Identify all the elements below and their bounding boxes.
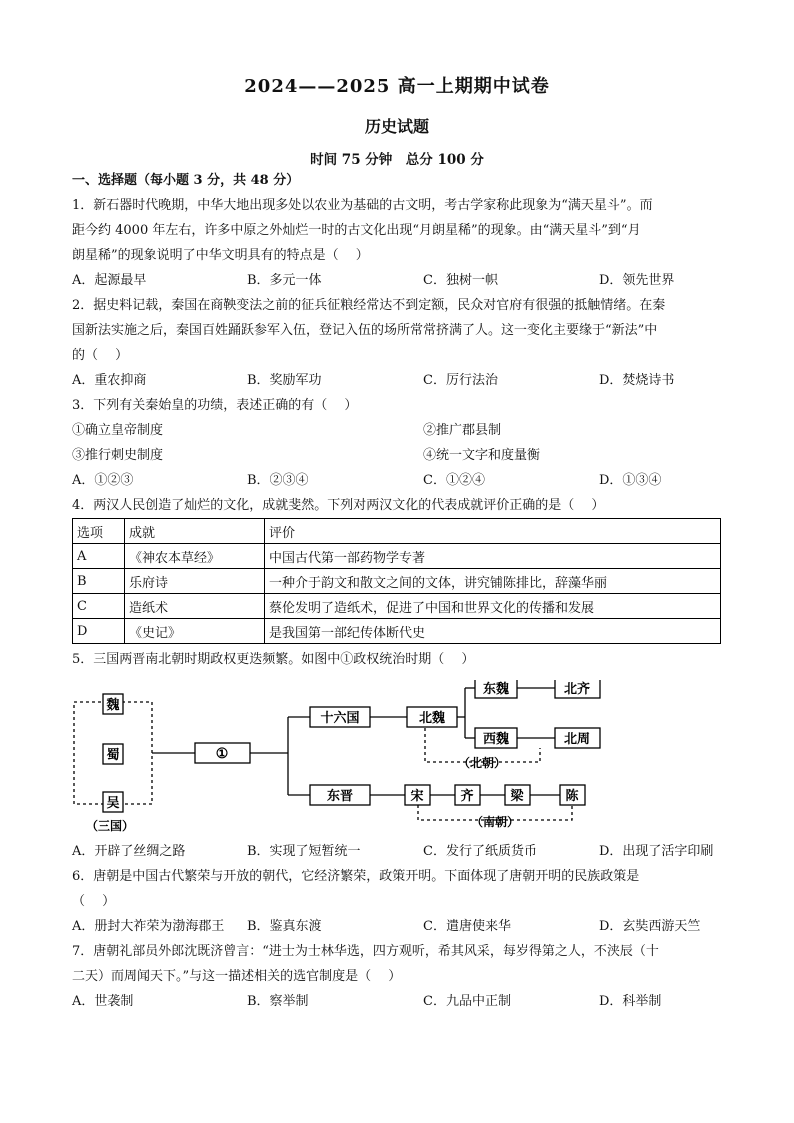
q2-line-1: 2．据史料记载，秦国在商鞅变法之前的征兵征粮经常达不到定额，民众对官府有很强的抵触情绪。在秦 [72,298,666,313]
chen-label: 陈 [565,789,579,804]
q5-stem: 5．三国两晋南北朝时期政权更迭频繁。如图中①政权统治时期（ ） [72,652,475,667]
exam-title: 2024——2025 高一上期期中试卷 [244,76,550,97]
q3-option-a: A．①②③ [72,473,134,488]
q7-option-d: D．科举制 [599,994,662,1009]
table-cell: 蔡伦发明了造纸术，促进了中国和世界文化的传播和发展 [265,594,721,619]
wei-label: 魏 [106,698,120,713]
song-label: 宋 [410,789,424,804]
dongjin-label: 东晋 [326,789,354,804]
q4-stem: 4．两汉人民创造了灿烂的文化，成就斐然。下列对两汉文化的代表成就评价正确的是（ ） [72,498,605,513]
dynasty-diagram [70,680,730,835]
q3-option-d: D．①③④ [599,473,662,488]
q3-option-c: C．①②④ [423,473,485,488]
table-row [73,544,721,569]
q1-line-3: 朗星稀”的现象说明了中华文明具有的特点是（ ） [72,248,369,263]
q6-option-c: C．遣唐使来华 [423,919,511,934]
q2-option-c: C．厉行法治 [423,373,498,388]
table-header-row [73,519,721,544]
table-row [73,594,721,619]
q4-table [72,518,721,644]
table-cell: 造纸术 [125,594,265,619]
sanguo-label: （三国） [85,819,135,833]
q7-option-b: B．察举制 [247,994,309,1009]
beichao-label: （北朝） [457,756,507,770]
q6-line-1: 6．唐朝是中国古代繁荣与开放的朝代，它经济繁荣，政策开明。下面体现了唐朝开明的民族政策是 [72,869,640,884]
table-cell: B [73,569,125,594]
q7-line-2: 二天）而周闻天下。”与这一描述相关的选官制度是（ ） [72,969,402,984]
q6-line-2: （ ） [72,894,116,909]
table-cell: D [73,619,125,644]
table-cell: 《神农本草经》 [125,544,265,569]
q3-option-b: B．②③④ [247,473,309,488]
table-cell: C [73,594,125,619]
q1-option-a: A．起源最早 [72,273,147,288]
q5-option-d: D．出现了活字印刷 [599,844,714,859]
table-header-achievement: 成就 [125,519,265,544]
q1-option-c: C．独树一帜 [423,273,498,288]
exam-meta: 时间 75 分钟 总分 100 分 [310,152,484,168]
q2-option-d: D．焚烧诗书 [599,373,675,388]
q5-option-b: B．实现了短暂统一 [247,844,361,859]
section-heading: 一、选择题（每小题 3 分，共 48 分） [72,173,300,188]
shiliuguo-label: 十六国 [320,711,360,726]
table-cell: 中国古代第一部药物学专著 [265,544,721,569]
q1-option-b: B．多元一体 [247,273,322,288]
q2-option-b: B．奖励军功 [247,373,322,388]
q5-option-a: A．开辟了丝绸之路 [72,844,186,859]
subject-title: 历史试题 [364,117,429,136]
q5-option-c: C．发行了纸质货币 [423,844,537,859]
q3-item-4: ④统一文字和度量衡 [423,448,541,463]
shu-label: 蜀 [106,748,120,763]
table-header-evaluation: 评价 [265,519,721,544]
table-row [73,569,721,594]
table-cell: 一种介于韵文和散文之间的文体，讲究铺陈排比，辞藻华丽 [265,569,721,594]
q6-option-d: D．玄奘西游天竺 [599,919,701,934]
liang-label: 梁 [510,789,524,804]
q1-line-2: 距今约 4000 年左右，许多中原之外灿烂一时的古文化出现“月朗星稀”的现象。由“满天星斗”到“月 [72,223,641,238]
q6-option-b: B．鉴真东渡 [247,919,322,934]
q6-option-a: A．册封大祚荣为渤海郡王 [72,919,225,934]
q2-line-2: 国新法实施之后，秦国百姓踊跃参军入伍，登记入伍的场所常常挤满了人。这一变化主要缘于“新法”中 [72,323,658,338]
table-cell: A [73,544,125,569]
q3-stem: 3．下列有关秦始皇的功绩，表述正确的有（ ） [72,398,358,413]
table-header-option: 选项 [73,519,125,544]
q3-item-3: ③推行刺史制度 [72,448,164,463]
q3-item-1: ①确立皇帝制度 [72,423,164,438]
table-cell: 乐府诗 [125,569,265,594]
q7-option-c: C．九品中正制 [423,994,511,1009]
regime-1-label: ① [215,746,229,762]
wu-label: 吴 [106,796,120,811]
beiwei-label: 北魏 [418,711,446,726]
xiwei-label: 西魏 [482,732,510,747]
q7-line-1: 7．唐朝礼部员外郎沈既济曾言：“进士为士林华选，四方观听，希其风采，每岁得第之人，不浃辰（十 [72,944,659,959]
table-cell: 是我国第一部纪传体断代史 [265,619,721,644]
dongwei-label: 东魏 [482,682,510,697]
qi-label: 齐 [460,789,474,804]
table-row [73,619,721,644]
q1-option-d: D．领先世界 [599,273,675,288]
q2-line-3: 的（ ） [72,348,129,363]
q7-option-a: A．世袭制 [72,994,134,1009]
q1-line-1: 1．新石器时代晚期，中华大地出现多处以农业为基础的古文明，考古学家称此现象为“满天星斗”。而 [72,198,653,213]
beizhou-label: 北周 [563,732,591,747]
table-cell: 《史记》 [125,619,265,644]
q3-item-2: ②推广郡县制 [423,423,502,438]
nanchao-label: （南朝） [470,815,520,829]
beiqi-label: 北齐 [563,682,591,697]
q2-option-a: A．重农抑商 [72,373,147,388]
